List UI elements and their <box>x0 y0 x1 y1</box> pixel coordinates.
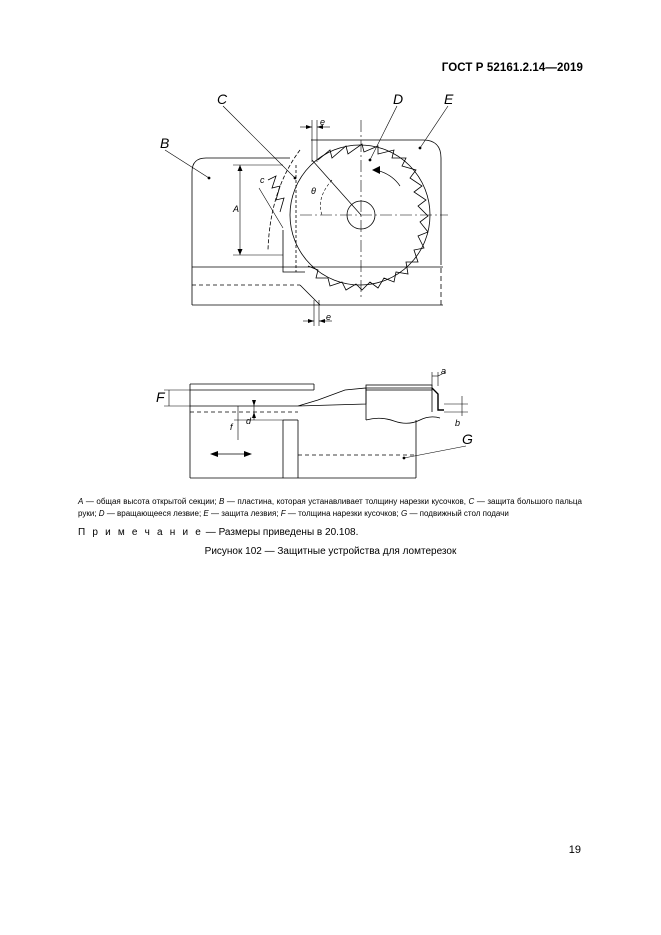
label-e-bottom: e <box>326 312 332 322</box>
label-b: B <box>160 135 170 151</box>
label-a-small: a <box>441 366 447 376</box>
page-number: 19 <box>568 844 581 856</box>
figure-caption: Рисунок 102 — Защитные устройства для ломтерезок <box>204 546 457 557</box>
rotating-blade-outline <box>290 144 430 290</box>
label-d: D <box>393 91 404 107</box>
figure-legend: A — общая высота открытой секции; B — пластина, которая устанавливает толщину нарезки кусочков, C — защита большого пальца руки; D — вращающееся лезвие; E — защита лезвия; F — толщина нарезки кусочков; G — подвижный стол подачи <box>78 497 582 518</box>
label-theta: θ <box>311 186 316 196</box>
label-f-small: f <box>230 422 233 432</box>
top-view <box>165 106 448 326</box>
note-text: — Размеры приведены в 20.108. <box>203 527 359 538</box>
document-header: ГОСТ Р 52161.2.14—2019 <box>441 62 583 74</box>
label-f: F <box>156 389 165 405</box>
label-d-small: d <box>246 416 252 426</box>
label-g: G <box>462 431 473 447</box>
label-a-height: A <box>233 204 240 214</box>
label-e: E <box>444 91 454 107</box>
label-c: C <box>217 91 228 107</box>
label-b-small: b <box>455 418 461 428</box>
label-e-top: e <box>320 117 326 127</box>
note-prefix: П р и м е ч а н и е <box>78 527 204 538</box>
note <box>78 527 358 538</box>
side-view <box>164 372 468 478</box>
label-c-small: c <box>260 175 265 185</box>
